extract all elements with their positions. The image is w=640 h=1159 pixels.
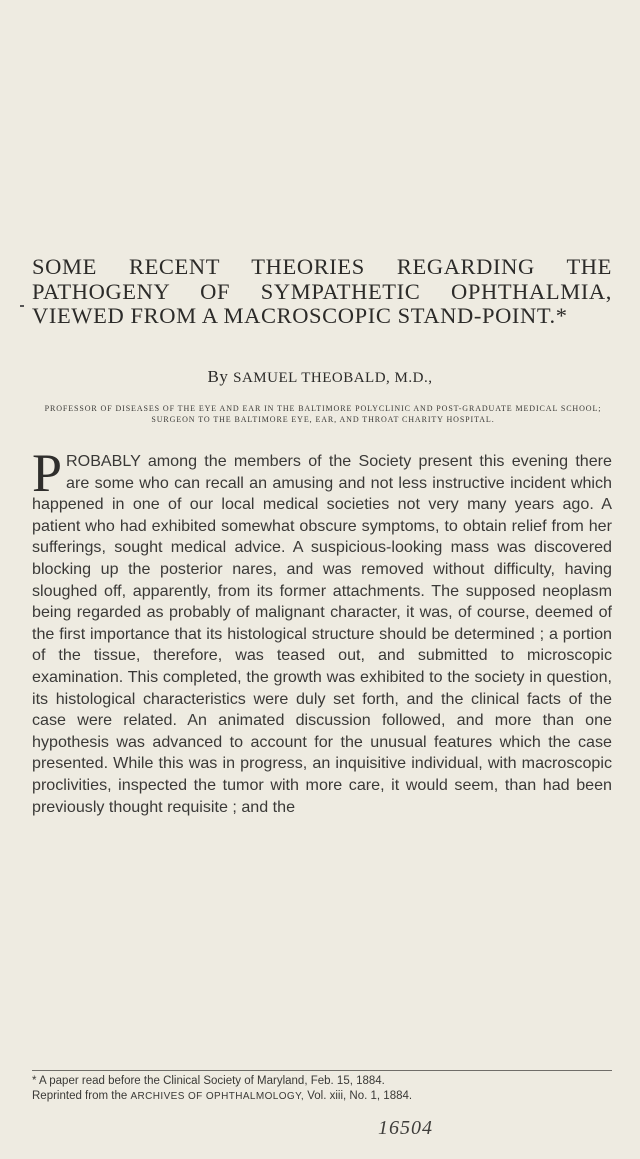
reprint-suffix: Vol. xiii, No. 1, 1884. [307,1089,413,1102]
handwritten-catalog-number: 16504 [378,1117,433,1139]
footnote [32,1070,612,1104]
byline [0,367,640,387]
margin-mark [20,305,24,307]
paragraph-text: ROBABLY among the members of the Society present this evening there are some who can recall an amusing and not less instructive incident which happened in one of our local medical societies not very many years ago. A patient who had exhibited somewhat obscure symptoms, to obtain relief from her sufferings, sought medical advice. A suspicious-looking mass was discovered blocking up the posterior nares, and was removed without difficulty, having sloughed off, apparently, from its former attachments. The supposed neoplasm being regarded as probably of malignant character, it was, of course, deemed of the first importance that its histological structure should be determined ; a portion of the tissue, therefore, was teased out, and submitted to microscopic examination. This completed, the growth was exhibited to the society in question, its histological characteristics were duly set forth, and the clinical facts of the case were related. An animated discussion followed, and more than one hypothesis was advanced to account for the unusual features which the case presented. While this was in progress, an inquisitive individual, with macroscopic proclivities, inspected the tumor with more care, it would seem, than had been previously thought requisite ; and the [32,452,612,816]
journal-name: ARCHIVES OF OPHTHALMOLOGY, [130,1090,305,1102]
drop-cap: P [32,443,63,503]
author-affiliation: PROFESSOR OF DISEASES OF THE EYE AND EAR IN THE BALTIMORE POLYCLINIC AND POST-GRADUATE MEDICAL SCHOOL; SURGEON TO THE BALTIMORE EYE, EAR, AND THROAT CHARITY HOSPITAL. [44,404,602,424]
author-name: SAMUEL THEOBALD, M.D., [233,370,433,386]
reprint-prefix: Reprinted from the [32,1089,128,1102]
footnote-line-1: * A paper read before the Clinical Society of Maryland, Feb. 15, 1884. [32,1075,385,1087]
byline-prefix: By [207,367,229,386]
footnote-line-2 [32,1089,612,1105]
article-title: SOME RECENT THEORIES REGARDING THE PATHOGENY OF SYMPATHETIC OPHTHALMIA, VIEWED FROM A MACROSCOPIC STAND-POINT.* [32,254,612,328]
body-paragraph [32,443,612,818]
